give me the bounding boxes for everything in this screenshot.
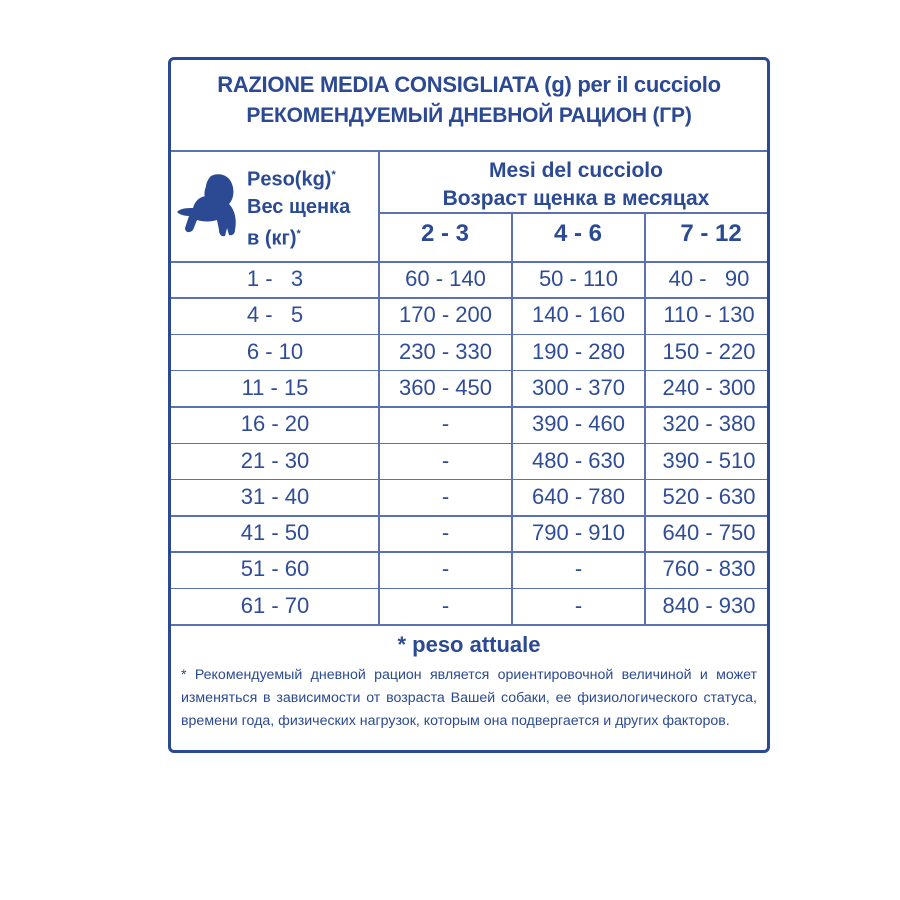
age-column-header: 7 - 12: [680, 220, 742, 247]
ration-cell: 40 - 90: [668, 266, 750, 291]
footnote-title: * peso attuale: [397, 632, 541, 657]
weight-cell: 6 - 10: [246, 338, 304, 364]
weight-header-ru: Вес щенка: [247, 195, 351, 218]
ration-cell: 520 - 630: [662, 483, 756, 509]
ration-cell: -: [441, 447, 450, 473]
row-divider: [171, 297, 767, 299]
weight-cell: 31 - 40: [240, 483, 310, 509]
ration-cell: 390 - 460: [532, 411, 625, 437]
title-italian: RAZIONE MEDIA CONSIGLIATA (g) per il cucciolo: [217, 72, 721, 97]
ration-cell: 840 - 930: [662, 592, 756, 618]
ration-cell: 390 - 510: [662, 447, 756, 473]
weight-cell: 1 - 3: [246, 266, 304, 291]
ration-cell: -: [441, 520, 450, 546]
ration-cell: -: [441, 411, 450, 437]
row-divider: [171, 406, 767, 408]
ration-cell: 110 - 130: [663, 302, 755, 328]
ration-cell: 140 - 160: [532, 302, 625, 328]
weight-cell: 16 - 20: [240, 411, 310, 437]
row-divider: [171, 443, 767, 445]
row-divider: [171, 479, 767, 481]
weight-cell: 51 - 60: [240, 556, 310, 582]
ration-cell: -: [441, 483, 450, 509]
ration-cell: -: [441, 556, 450, 582]
ration-cell: 320 - 380: [662, 411, 756, 437]
row-divider: [171, 551, 767, 553]
feeding-table-card: [168, 57, 770, 753]
row-divider: [171, 334, 767, 336]
weight-cell: 61 - 70: [240, 592, 310, 618]
weight-header-unit: в (кг): [247, 227, 297, 250]
ration-cell: 230 - 330: [399, 338, 492, 364]
ration-cell: 170 - 200: [399, 302, 492, 328]
age-header-it: Mesi del cucciolo: [489, 159, 663, 182]
ration-cell: 640 - 780: [532, 483, 625, 509]
ration-cell: 640 - 750: [662, 520, 756, 546]
ration-cell: 480 - 630: [532, 447, 625, 473]
footnote-text: * Рекомендуемый дневной рацион является ориентировочной величиной и может изменяться в зависимости от возраста Вашей собаки, ее физиологического статуса, времени года, физических нагрузок, которым она подвергается и других факторов.: [181, 667, 757, 729]
divider: [171, 150, 767, 152]
ration-cell: 760 - 830: [662, 556, 756, 582]
puppy-silhouette-icon: [177, 170, 241, 240]
weight-cell: 21 - 30: [240, 447, 310, 473]
ration-cell: 50 - 110: [538, 266, 619, 291]
age-group-header: [379, 157, 773, 213]
ration-cell: 300 - 370: [532, 374, 625, 400]
ration-cell: 790 - 910: [532, 520, 625, 546]
age-column-header: 2 - 3: [420, 220, 470, 247]
title-russian: РЕКОМЕНДУЕМЫЙ ДНЕВНОЙ РАЦИОН (ГР): [246, 104, 692, 127]
row-divider: [171, 588, 767, 590]
ration-cell: 150 - 220: [662, 338, 756, 364]
ration-cell: -: [574, 556, 583, 582]
ration-cell: -: [574, 592, 583, 618]
row-divider: [171, 370, 767, 372]
age-header-ru: Возраст щенка в месяцах: [442, 187, 710, 210]
ration-cell: 190 - 280: [532, 338, 625, 364]
divider: [171, 624, 767, 626]
row-divider: [171, 515, 767, 517]
weight-header-it: Peso(kg): [247, 168, 332, 191]
weight-cell: 4 - 5: [246, 302, 304, 328]
ration-cell: 360 - 450: [399, 374, 492, 400]
age-column-header: 4 - 6: [553, 220, 603, 247]
weight-cell: 11 - 15: [241, 374, 309, 400]
weight-column-header: Peso(kg)* Вес щенка в (кг)*: [247, 168, 351, 250]
ration-cell: -: [441, 592, 450, 618]
ration-cell: 240 - 300: [662, 374, 756, 400]
ration-cell: 60 - 140: [405, 266, 486, 291]
weight-cell: 41 - 50: [240, 520, 310, 546]
